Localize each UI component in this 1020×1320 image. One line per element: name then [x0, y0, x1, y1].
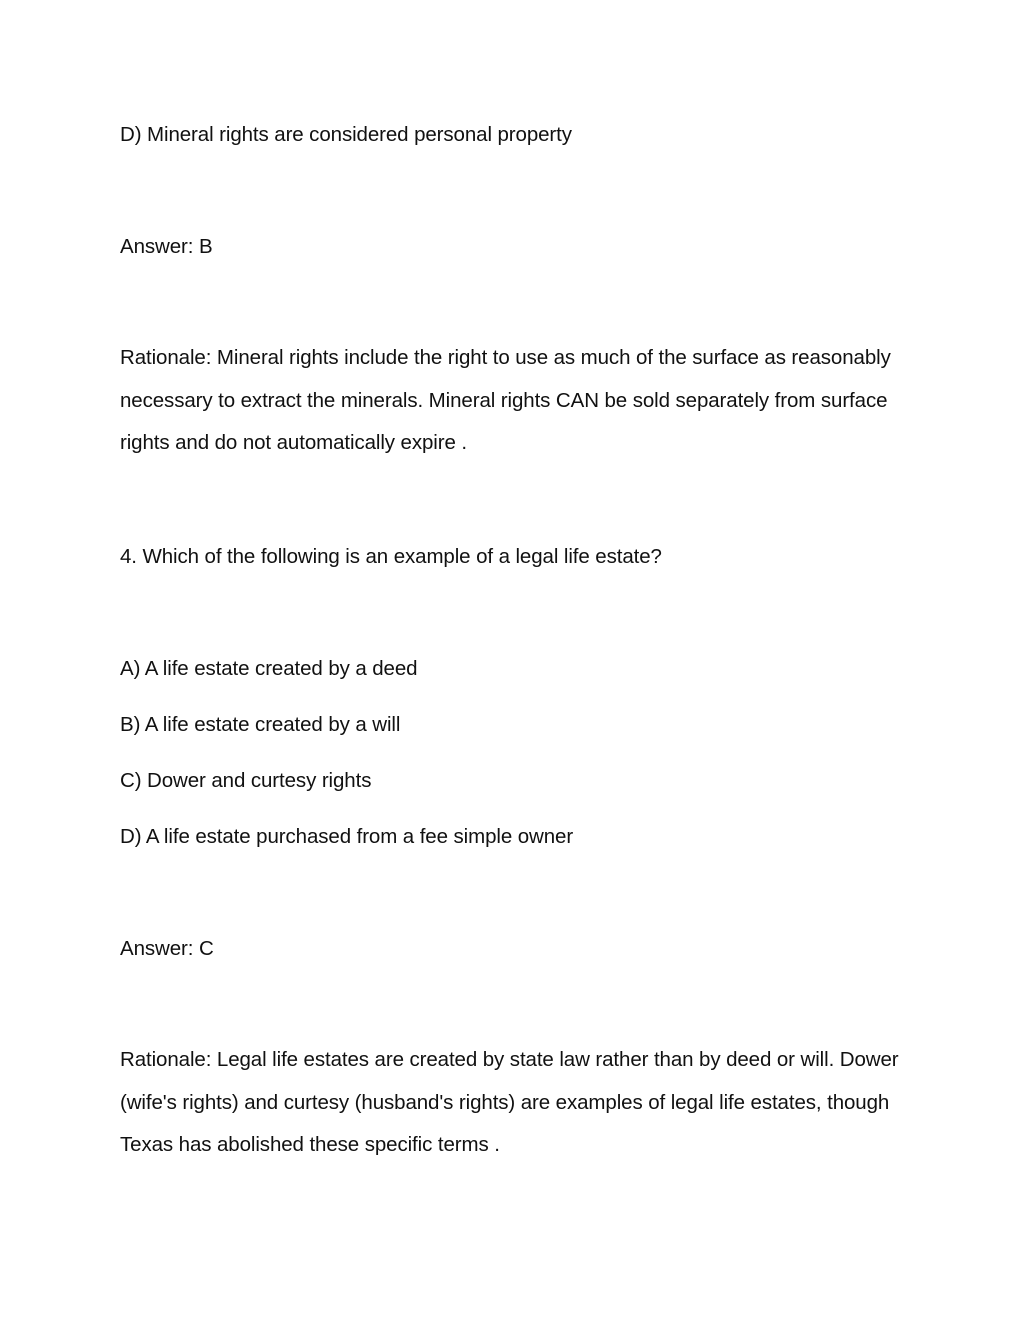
q4-answer: Answer: C: [120, 937, 214, 960]
q3-rationale: Rationale: Mineral rights include the right to use as much of the surface as reasonably necessary to extract the minerals. Mineral rights CAN be sold separately from surface rights and do not automatically expire .: [120, 346, 891, 454]
q4-option-d: D) A life estate purchased from a fee simple owner: [120, 825, 574, 848]
q4-question: 4. Which of the following is an example of a legal life estate?: [120, 545, 662, 568]
q4-option-a: A) A life estate created by a deed: [120, 657, 418, 680]
q4-option-c: C) Dower and curtesy rights: [120, 769, 372, 792]
q3-option-d: D) Mineral rights are considered personal property: [120, 123, 572, 146]
q4-rationale: Rationale: Legal life estates are created by state law rather than by deed or will. Dower (wife's rights) and curtesy (husband's rights) are examples of legal life estates, though Texas has abolished these specific terms .: [120, 1048, 899, 1156]
q4-option-b: B) A life estate created by a will: [120, 713, 401, 736]
q3-answer: Answer: B: [120, 235, 213, 258]
